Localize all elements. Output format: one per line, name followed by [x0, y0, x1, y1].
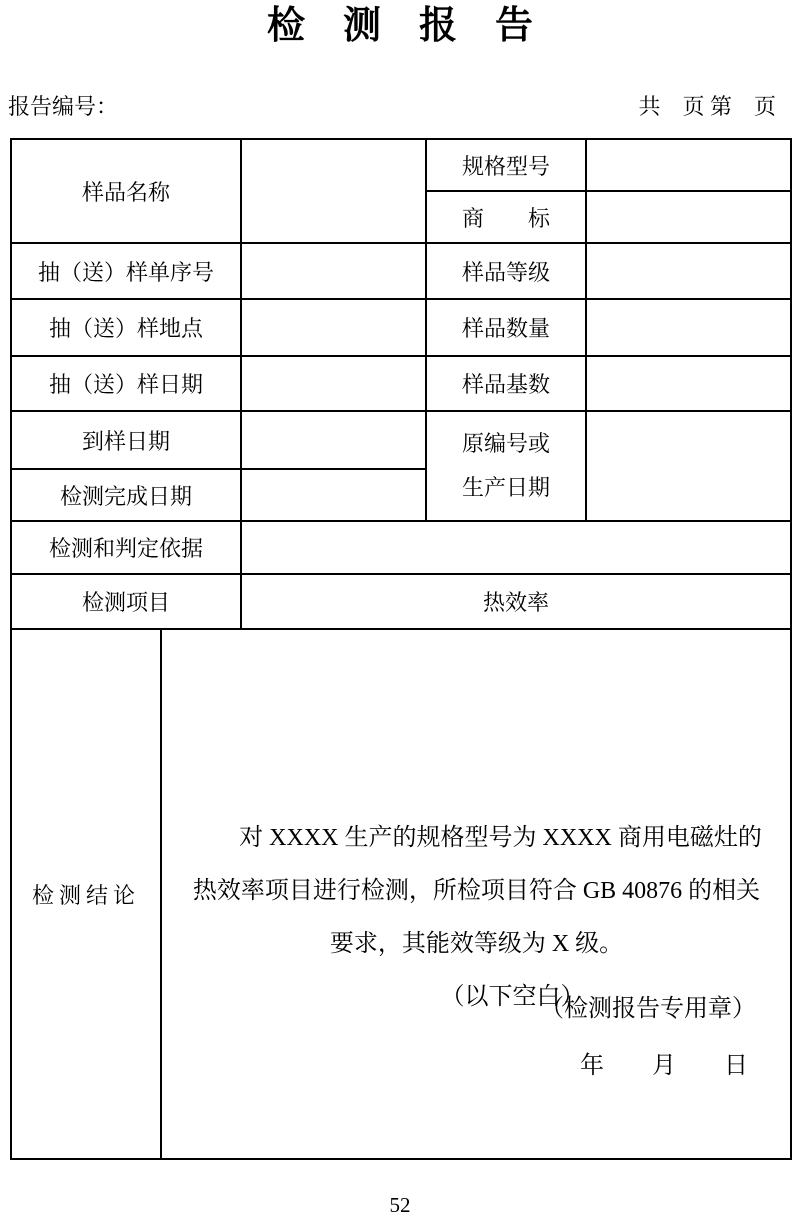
conclusion-paragraph — [162, 764, 790, 971]
test-items-value: 热效率 — [241, 574, 791, 629]
meta-row — [8, 92, 790, 122]
basis-label: 检测和判定依据 — [11, 521, 241, 574]
table-row — [11, 574, 791, 629]
sample-grade-label: 样品等级 — [426, 243, 586, 299]
sampling-place-value — [241, 299, 426, 356]
sample-grade-value — [586, 243, 791, 299]
sample-name-label: 样品名称 — [11, 139, 241, 243]
completion-date-value — [241, 469, 426, 521]
conclusion-cell — [161, 629, 791, 1159]
arrival-date-label: 到样日期 — [11, 411, 241, 469]
report-number-label: 报告编号： — [8, 94, 119, 119]
spec-model-value — [586, 139, 791, 191]
conclusion-line: 要求，其能效等级为 X 级。 — [329, 931, 624, 957]
arrival-date-value — [241, 411, 426, 469]
table-row — [11, 629, 791, 1159]
original-no-label — [426, 411, 586, 521]
spec-model-label: 规格型号 — [426, 139, 586, 191]
sampling-date-value — [241, 356, 426, 411]
sampling-serial-label: 抽（送）样单序号 — [11, 243, 241, 299]
blank-below-note: （以下空白） — [440, 984, 585, 1010]
date-line: 年 月 日 — [580, 1053, 749, 1079]
sample-base-value — [586, 356, 791, 411]
sampling-date-label: 抽（送）样日期 — [11, 356, 241, 411]
page-number: 52 — [389, 1193, 411, 1217]
sampling-serial-value — [241, 243, 426, 299]
original-no-value — [586, 411, 791, 521]
sample-name-value — [241, 139, 426, 243]
trademark-label: 商 标 — [426, 191, 586, 243]
sample-base-label: 样品基数 — [426, 356, 586, 411]
basis-value — [241, 521, 791, 574]
table-row — [11, 299, 791, 356]
sample-quantity-label: 样品数量 — [426, 299, 586, 356]
conclusion-label: 检测结论 — [11, 629, 161, 1159]
sampling-place-label: 抽（送）样地点 — [11, 299, 241, 356]
completion-date-label: 检测完成日期 — [11, 469, 241, 521]
page-count-label: 共 页 第 页 — [638, 94, 776, 119]
original-no-label-line2: 生产日期 — [462, 475, 551, 500]
report-seal-note: （检测报告专用章） — [540, 996, 757, 1022]
table-row — [11, 139, 791, 191]
table-row — [11, 356, 791, 411]
table-row — [11, 521, 791, 574]
test-items-label: 检测项目 — [11, 574, 241, 629]
sample-quantity-value — [586, 299, 791, 356]
report-form-table — [10, 138, 792, 1160]
table-row — [11, 411, 791, 469]
table-row — [11, 243, 791, 299]
conclusion-line: 热效率项目进行检测，所检项目符合 GB 40876 的相关 — [192, 878, 761, 904]
trademark-value — [586, 191, 791, 243]
report-title: 检 测 报 告 — [266, 5, 533, 47]
original-no-label-line1: 原编号或 — [462, 431, 551, 456]
conclusion-line: 对 XXXX 生产的规格型号为 XXXX 商用电磁灶的 — [239, 825, 762, 851]
